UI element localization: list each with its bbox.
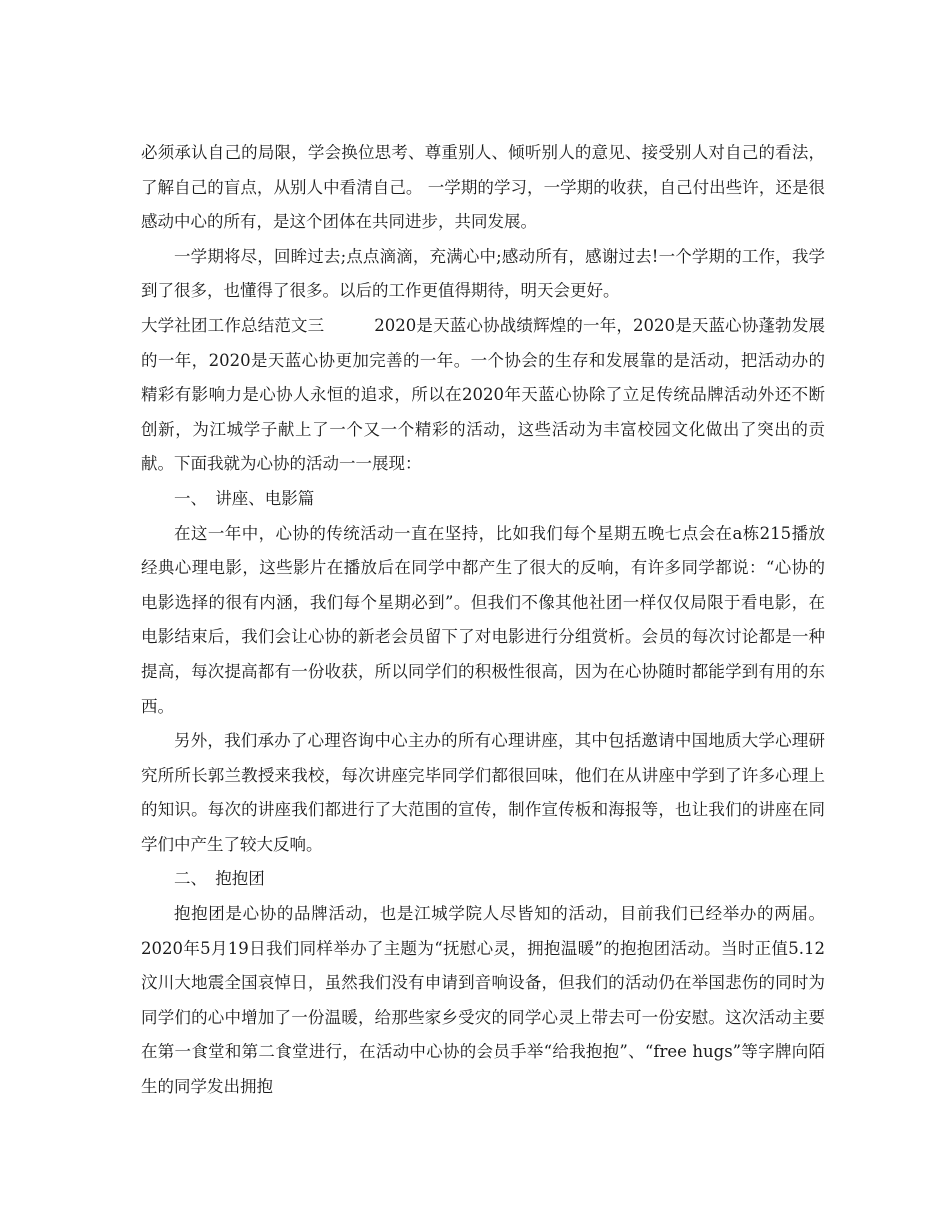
paragraph-club-summary-intro: 大学社团工作总结范文三 2020是天蓝心协战绩辉煌的一年，2020是天蓝心协蓬勃发展的一年，2020是天蓝心协更加完善的一年。一个协会的生存和发展靠的是活动，把活动办的精彩有影响力是心协人永恒的追求，所以在2020年天蓝心协除了立足传统品牌活动外还不断创新，为江城学子献上了一个又一个精彩的活动，这些活动为丰富校园文化做出了突出的贡献。下面我就为心协的活动一一展现：	[141, 315, 825, 474]
paragraph-films: 在这一年中，心协的传统活动一直在坚持，比如我们每个星期五晚七点会在a栋215播放经典心理电影，这些影片在播放后在同学中都产生了很大的反响，有许多同学都说：“心协的电影选择的很有内涵，我们每个星期必到”。但我们不像其他社团一样仅仅局限于看电影，在电影结束后，我们会让心协的新老会员留下了对电影进行分组赏析。会员的每次讨论都是一种提高，每次提高都有一份收获，所以同学们的积极性很高，因为在心协随时都能学到有用的东西。	[141, 523, 825, 716]
paragraph-hug-group: 抱抱团是心协的品牌活动，也是江城学院人尽皆知的活动，目前我们已经举办的两届。2020年5月19日我们同样举办了主题为“抚慰心灵，拥抱温暖”的抱抱团活动。当时正值5.12汶川大地震全国哀悼日，虽然我们没有申请到音响设备，但我们的活动仍在举国悲伤的同时为同学们的心中增加了一份温暖，给那些家乡受灾的同学心灵上带去可一份安慰。这次活动主要在第一食堂和第二食堂进行，在活动中心协的会员手举“给我抱抱”、“free hugs”等字牌向陌生的同学发出拥抱	[141, 904, 825, 1097]
paragraph-continuation-1: 必须承认自己的局限，学会换位思考、尊重别人、倾听别人的意见、接受别人对自己的看法，了解自己的盲点，从别人中看清自己。 一学期的学习，一学期的收获，自己付出些许，还是很感动中心的所有，是这个团体在共同进步，共同发展。	[141, 143, 825, 232]
document-body	[141, 136, 825, 1105]
section-heading-lectures-films: 一、 讲座、电影篇	[174, 488, 315, 508]
paragraph-semester-end: 一学期将尽，回眸过去;点点滴滴，充满心中;感动所有，感谢过去!一个学期的工作，我学到了很多，也懂得了很多。以后的工作更值得期待，明天会更好。	[141, 246, 825, 301]
paragraph-lectures: 另外，我们承办了心理咨询中心主办的所有心理讲座，其中包括邀请中国地质大学心理研究所所长郭兰教授来我校，每次讲座完毕同学们都很回味，他们在从讲座中学到了许多心理上的知识。每次的讲座我们都进行了大范围的宣传，制作宣传板和海报等，也让我们的讲座在同学们中产生了较大反响。	[141, 731, 825, 854]
section-heading-hug-group: 二、 抱抱团	[174, 869, 265, 889]
